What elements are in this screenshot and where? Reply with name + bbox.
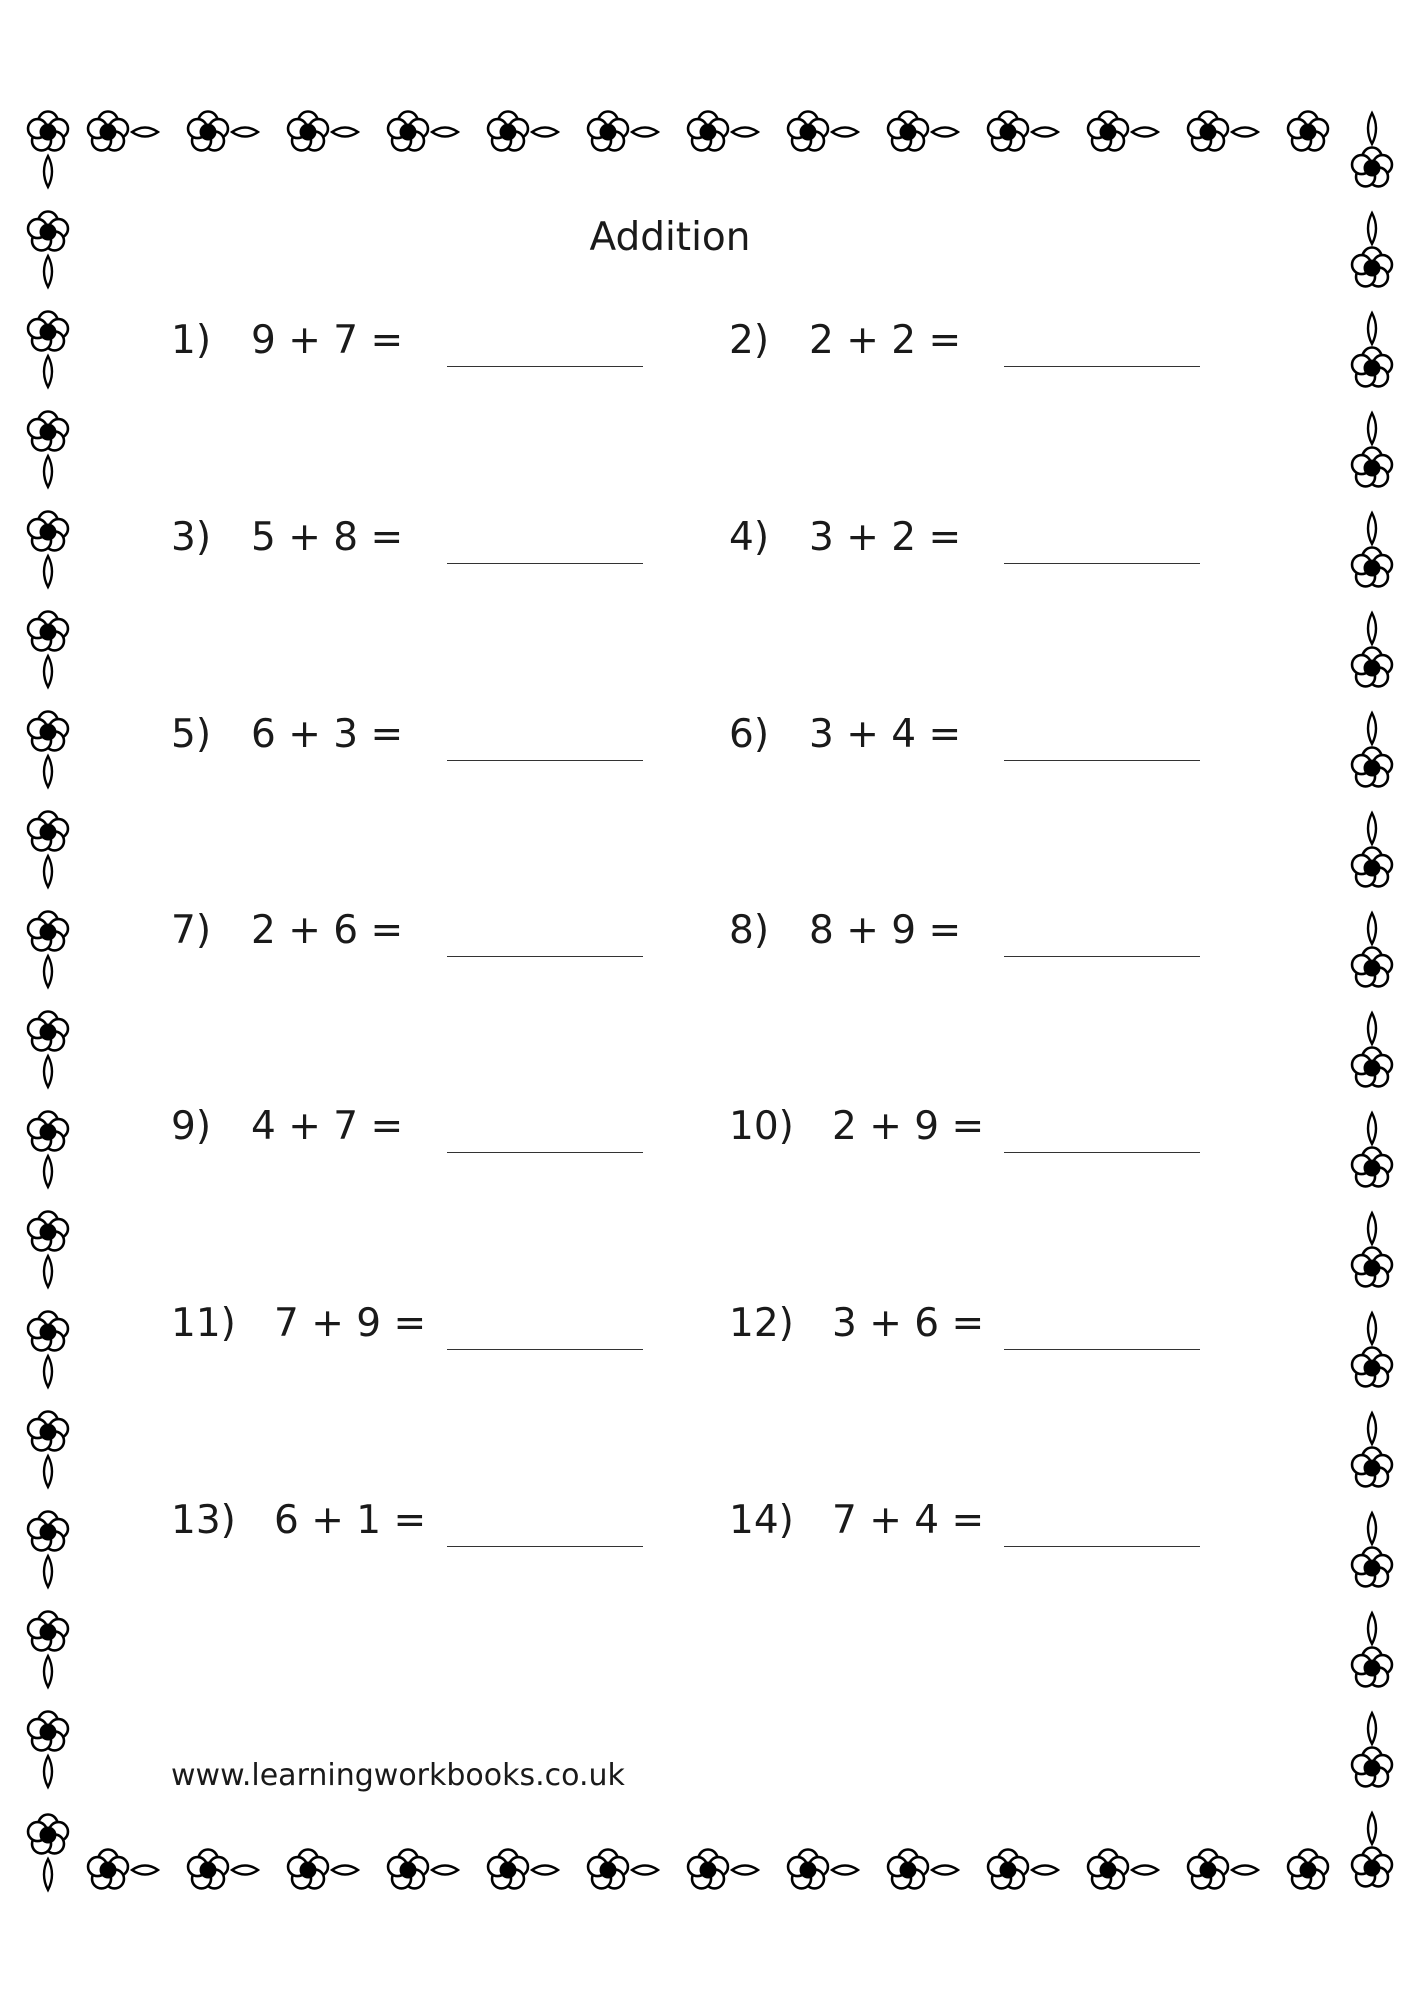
flower-icon [288, 112, 358, 151]
answer-line[interactable] [1004, 563, 1200, 564]
problem-number: 11) [171, 1301, 236, 1346]
flower-icon [1352, 913, 1392, 986]
problem-number: 12) [729, 1301, 794, 1346]
problem-number: 1) [171, 318, 212, 363]
flower-icon [1088, 112, 1158, 151]
flower-icon [1352, 1013, 1392, 1086]
problem-expression: 3 + 6 = [832, 1301, 985, 1346]
flower-icon [28, 1412, 68, 1488]
problem-number: 14) [729, 1498, 794, 1543]
flower-icon [1352, 613, 1392, 686]
problem-number: 6) [729, 712, 770, 757]
flower-icon [28, 1112, 68, 1188]
flower-icon [1352, 213, 1392, 286]
footer-url: www.learningworkbooks.co.uk [171, 1758, 625, 1793]
flower-icon [788, 1850, 858, 1889]
problem-expression: 9 + 7 = [251, 318, 404, 363]
flower-icon [28, 1612, 68, 1688]
problem-expression: 8 + 9 = [809, 908, 962, 953]
problem-expression: 6 + 1 = [274, 1498, 427, 1543]
flower-icon [988, 1850, 1058, 1889]
flower-icon [88, 1850, 158, 1889]
flower-icon [1352, 1113, 1392, 1186]
flower-icon [1288, 112, 1328, 151]
flower-icon [488, 112, 558, 151]
flower-icon [1352, 513, 1392, 586]
flower-icon [1352, 113, 1392, 186]
flower-icon [28, 112, 68, 188]
flower-icon [588, 112, 658, 151]
problem-expression: 5 + 8 = [251, 515, 404, 560]
problem-expression: 3 + 2 = [809, 515, 962, 560]
flower-icon [688, 1850, 758, 1889]
flower-icon [1352, 1513, 1392, 1586]
flower-icon [688, 112, 758, 151]
flower-icon [888, 1850, 958, 1889]
flower-icon [28, 612, 68, 688]
flower-icon [28, 512, 68, 588]
answer-line[interactable] [447, 563, 643, 564]
problem-number: 8) [729, 908, 770, 953]
problem-expression: 2 + 2 = [809, 318, 962, 363]
flower-icon [1352, 713, 1392, 786]
answer-line[interactable] [447, 956, 643, 957]
answer-line[interactable] [1004, 1546, 1200, 1547]
flower-icon [28, 812, 68, 888]
flower-icon [28, 1815, 68, 1891]
flower-icon [1352, 1413, 1392, 1486]
answer-line[interactable] [447, 366, 643, 367]
problem-expression: 2 + 9 = [832, 1104, 985, 1149]
flower-icon [1352, 1313, 1392, 1386]
problem-expression: 3 + 4 = [809, 712, 962, 757]
flower-icon [28, 1212, 68, 1288]
flower-icon [28, 1312, 68, 1388]
flower-icon [1188, 1850, 1258, 1889]
flower-icon [1352, 313, 1392, 386]
flower-icon [28, 1512, 68, 1588]
flower-icon [88, 112, 158, 151]
answer-line[interactable] [1004, 1349, 1200, 1350]
flower-icon [788, 112, 858, 151]
problem-number: 13) [171, 1498, 236, 1543]
flower-icon [1352, 813, 1392, 886]
worksheet-title: Addition [589, 215, 751, 260]
problem-number: 5) [171, 712, 212, 757]
problem-expression: 2 + 6 = [251, 908, 404, 953]
flower-icon [888, 112, 958, 151]
flower-icon [388, 1850, 458, 1889]
problem-number: 4) [729, 515, 770, 560]
flower-icon [28, 912, 68, 988]
problem-expression: 4 + 7 = [251, 1104, 404, 1149]
flower-icon [488, 1850, 558, 1889]
flower-icon [28, 1712, 68, 1788]
flower-icon [1352, 1613, 1392, 1686]
flower-icon [1352, 1213, 1392, 1286]
answer-line[interactable] [1004, 366, 1200, 367]
answer-line[interactable] [1004, 760, 1200, 761]
flower-icon [288, 1850, 358, 1889]
flower-icon [388, 112, 458, 151]
problem-number: 7) [171, 908, 212, 953]
flower-icon [28, 1012, 68, 1088]
flower-icon [1188, 112, 1258, 151]
flower-icon [1288, 1850, 1328, 1889]
problem-expression: 6 + 3 = [251, 712, 404, 757]
problem-number: 9) [171, 1104, 212, 1149]
flower-icon [1088, 1850, 1158, 1889]
flower-icon [988, 112, 1058, 151]
answer-line[interactable] [447, 1546, 643, 1547]
answer-line[interactable] [447, 1152, 643, 1153]
flower-icon [588, 1850, 658, 1889]
answer-line[interactable] [447, 760, 643, 761]
problem-number: 10) [729, 1104, 794, 1149]
flower-icon [28, 312, 68, 388]
flower-icon [28, 712, 68, 788]
flower-icon [1352, 1813, 1392, 1886]
answer-line[interactable] [447, 1349, 643, 1350]
problem-expression: 7 + 4 = [832, 1498, 985, 1543]
flower-icon [1352, 413, 1392, 486]
flower-icon [188, 1850, 258, 1889]
problem-expression: 7 + 9 = [274, 1301, 427, 1346]
problem-number: 3) [171, 515, 212, 560]
problem-number: 2) [729, 318, 770, 363]
answer-line[interactable] [1004, 956, 1200, 957]
flower-icon [188, 112, 258, 151]
flower-icon [1352, 1713, 1392, 1786]
answer-line[interactable] [1004, 1152, 1200, 1153]
flower-icon [28, 412, 68, 488]
